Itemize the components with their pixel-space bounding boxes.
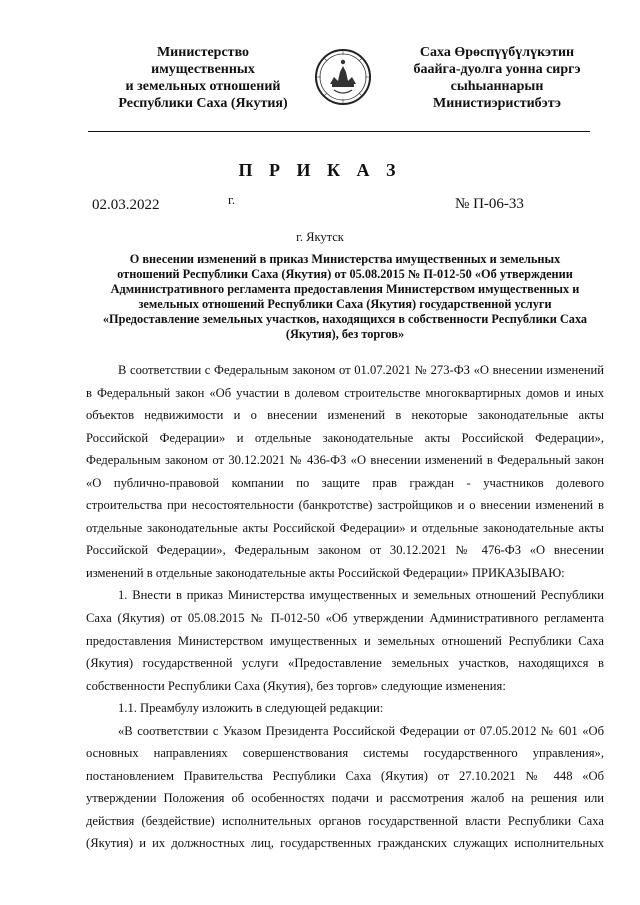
body-line: действия (бездействие) исполнительных органов государственной власти Республики Саха	[86, 813, 604, 828]
body-line: 1. Внести в приказ Министерства имущественных и земельных отношений Республики	[118, 588, 604, 603]
body-line: изменений в отдельные законодательные акты Российской Федерации» ПРИКАЗЫВАЮ:	[86, 565, 565, 580]
body-line: (Якутия) государственной услуги «Предоставление земельных участков, находящихся в	[86, 656, 604, 671]
header-right-line: Министиэристибэтэ	[433, 96, 561, 111]
body-line: Саха (Якутия) от 05.08.2015 № П-012-50 «Об утверждении Административного регламента	[86, 611, 604, 626]
header-right-line: баайга-дуолга уонна сиргэ	[413, 62, 581, 77]
header-left-line: и земельных отношений	[125, 79, 281, 94]
subject-line: отношений Республики Саха (Якутия) от 05.08.2015 № П-012-50 «Об утверждении	[117, 267, 573, 281]
body-line: Федеральным законом от 30.12.2021 № 436-ФЗ «О внесении изменений в Федеральный закон	[86, 453, 604, 468]
subject-line: (Якутия), без торгов»	[285, 327, 405, 341]
document-date: 02.03.2022	[92, 197, 160, 213]
ministry-name-russian	[96, 44, 310, 112]
document-body	[86, 359, 604, 855]
order-subject	[86, 252, 604, 342]
header-right-line: Саха Өрөспүүбүлүкэтин	[419, 45, 575, 60]
subject-line: Административного регламента предоставления Министерством имущественных и	[110, 282, 580, 296]
document-city: г. Якутск	[296, 230, 344, 244]
body-line: (Якутия) и их должностных лиц, государственных гражданских служащих исполнительных	[86, 836, 604, 851]
header-right-line: сыһыаннарын	[450, 79, 544, 94]
header-left-line: Республики Саха (Якутия)	[118, 96, 288, 111]
header-left-line: Министерство	[156, 45, 250, 60]
body-line: строительства при несостоятельности (банкротстве) застройщиков и о внесении изменений в	[86, 498, 604, 513]
body-line: объектов недвижимости и о внесении изменений в некоторые законодательные акты	[86, 408, 604, 423]
subject-line: О внесении изменений в приказ Министерства имущественных и земельных	[129, 252, 561, 266]
body-line: Российской Федерации», Федеральным законом от 30.12.2021 № 476-ФЗ «О внесении	[86, 543, 604, 558]
body-line: основных направлениях совершенствования системы государственного управления»,	[86, 746, 604, 761]
body-line: в Федеральный закон «Об участии в долевом строительстве многоквартирных домов и иных	[86, 385, 604, 400]
number-sign: №	[455, 196, 470, 212]
body-line: «В соответствии с Указом Президента Российской Федерации от 07.05.2012 № 601 «Об	[118, 723, 604, 738]
document-number-block	[455, 196, 524, 213]
body-line: собственности Республики Саха (Якутия), без торгов» следующие изменения:	[86, 678, 506, 693]
document-title: П Р И К А З	[238, 160, 402, 180]
coat-of-arms-emblem	[314, 44, 372, 110]
body-line: утверждении Положения об особенностях подачи и рассмотрения жалоб на решения или	[86, 791, 604, 806]
ministry-name-yakut	[381, 44, 613, 112]
body-line: Российской Федерации» и отдельные законодательные акты Российской Федерации»,	[86, 430, 604, 445]
body-line: В соответствии с Федеральным законом от 01.07.2021 № 273-ФЗ «О внесении изменений	[118, 363, 604, 377]
body-line: постановлением Правительства Республики Саха (Якутия) от 27.10.2021 № 448 «Об	[86, 768, 604, 783]
header-left-line: имущественных	[151, 62, 255, 77]
subject-line: земельных отношений Республики Саха (Якутия) государственной услуги	[138, 297, 552, 311]
body-line: предоставления Министерством имущественных и земельных отношений Республики Саха	[86, 633, 604, 648]
body-line: 1.1. Преамбулу изложить в следующей редакции:	[118, 701, 384, 716]
year-suffix: г.	[228, 192, 236, 207]
subject-line: «Предоставление земельных участков, находящихся в собственности Республики Саха	[102, 312, 588, 326]
header-divider	[88, 131, 590, 132]
document-number: П-06-33	[473, 196, 524, 212]
body-line: «О публично-правовой компании по защите прав граждан - участников долевого	[86, 475, 604, 490]
body-line: отдельные законодательные акты Российской Федерации» и отдельные законодательные акты	[86, 520, 604, 535]
